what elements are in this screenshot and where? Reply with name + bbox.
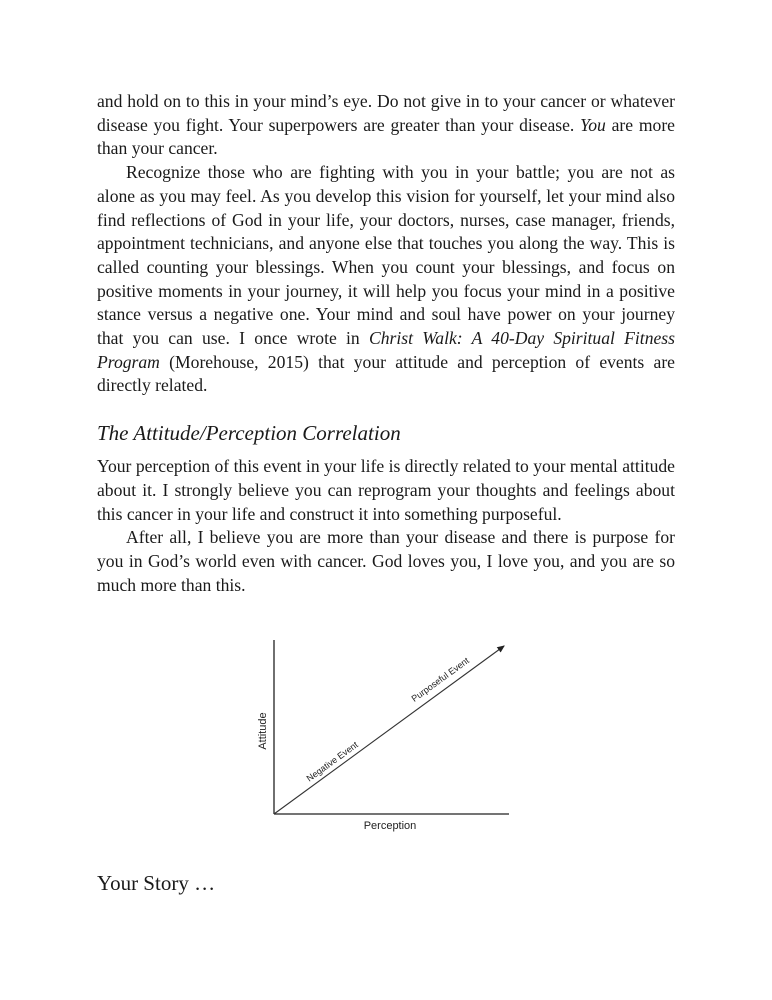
paragraph-1-end: are more than your cancer.	[97, 114, 675, 159]
book-title: Christ Walk: A 40-Day Spiritual Fitness Program	[97, 328, 675, 372]
y-axis-label: Attitude	[257, 712, 269, 750]
section-heading: The Attitude/Perception Correlation	[97, 421, 401, 446]
paragraph-1-start: and hold on to this in your mind’s eye. Do not give in to your cancer or whatever disease you fight. Your superpowers are greater than your disease.	[97, 91, 675, 135]
paragraph-2-end: (Morehouse, 2015) that your attitude and perception of events are directly related.	[97, 351, 675, 396]
paragraph-4: After all, I believe you are more than your disease and there is purpose for you in God’s world even with cancer. God loves you, I love you, and you are so much more than this.	[97, 527, 675, 595]
paragraph-1	[97, 90, 675, 161]
x-axis-label: Perception	[363, 820, 417, 832]
attitude-perception-chart	[254, 634, 524, 840]
purposeful-event-label: Purposeful Event	[409, 655, 471, 704]
paragraph-2-start: Recognize those who are fighting with you in your battle; you are not as alone as you may feel. As you develop this vision for yourself, let your mind also find reflections of God in your life, your doctors, nurses, case manager, friends, appointment technicians, and anyone else that touches you along the way. This is called counting your blessings. When you count your blessings, and focus on positive moments in your journey, it will help you focus your mind in a positive stance versus a negative one. Your mind and soul have power on your journey that you can use. I once wrote in	[97, 162, 675, 349]
page-body	[97, 90, 675, 597]
closing-heading: Your Story …	[97, 871, 216, 895]
paragraph-3: Your perception of this event in your life is directly related to your mental attitude about it. I strongly believe you can reprogram your thoughts and feelings about this cancer in your life and construct it into something purposeful.	[97, 456, 675, 524]
trend-line	[274, 646, 504, 814]
chart-svg	[254, 634, 524, 840]
negative-event-label: Negative Event	[304, 739, 360, 784]
paragraph-2	[97, 161, 675, 398]
paragraph-1-emphasis: You	[580, 114, 606, 135]
